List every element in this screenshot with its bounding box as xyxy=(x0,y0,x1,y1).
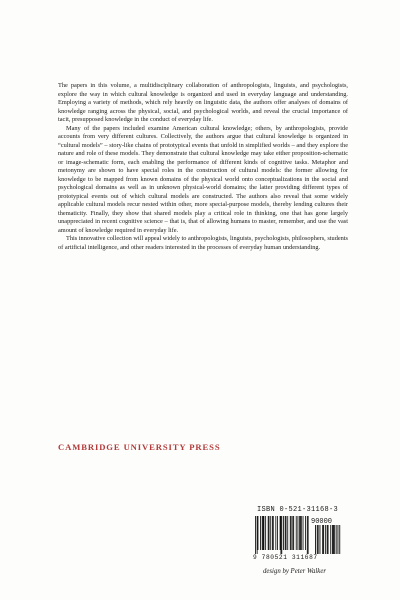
barcode-bar xyxy=(273,516,274,550)
barcode-bar xyxy=(283,516,284,550)
addon-bar xyxy=(320,525,321,554)
addon-bar xyxy=(322,525,323,554)
designer-credit: design by Peter Walker xyxy=(263,568,326,575)
barcode-bar xyxy=(298,516,299,550)
barcode-bar xyxy=(305,516,306,550)
barcode-bar xyxy=(260,516,261,550)
barcode-bar xyxy=(285,516,286,550)
blurb-paragraph-1: The papers in this volume, a multidisciplinary collaboration of anthropologists, linguists, and psychologists, explore the way in which cultural knowledge is organized and used in everyday language and understanding. Employing a variety of methods, which rely heavily on linguistic data, the authors offer analyses of domains of knowledge ranging across the physical, social, and psychological worlds, and reveal the crucial importance of tacit, presupposed knowledge in the conduct of everyday life. xyxy=(58,82,348,123)
barcode-bar xyxy=(272,516,273,550)
barcode-bar xyxy=(257,516,258,554)
barcode-bar xyxy=(263,516,264,550)
barcode-bar xyxy=(303,516,304,550)
blurb-text xyxy=(58,82,348,252)
barcode-bars xyxy=(253,516,353,554)
price-code: 90000 xyxy=(311,518,333,526)
barcode-bar xyxy=(264,516,265,550)
barcode-bar xyxy=(277,516,278,550)
barcode-bar xyxy=(286,516,287,550)
ean-digits: 9 780521 311687 xyxy=(253,554,318,561)
barcode-bar xyxy=(258,516,259,550)
barcode-bar xyxy=(281,516,282,554)
barcode-bar xyxy=(301,516,302,550)
addon-bar xyxy=(318,525,319,554)
barcode-bar xyxy=(291,516,292,550)
barcode-bar xyxy=(269,516,270,550)
addon-bar xyxy=(317,525,318,554)
barcode-bar xyxy=(268,516,269,550)
barcode-bar xyxy=(265,516,266,550)
barcode-bar xyxy=(292,516,293,550)
barcode-bar xyxy=(262,516,263,550)
barcode-bar xyxy=(296,516,297,550)
barcode-bar xyxy=(287,516,288,550)
barcode-bar xyxy=(308,516,309,554)
barcode-bar xyxy=(255,516,256,554)
barcode-bar xyxy=(300,516,301,550)
addon-bar xyxy=(330,525,331,554)
barcode-bar xyxy=(270,516,271,550)
barcode-bar xyxy=(280,516,281,550)
addon-bar xyxy=(334,525,335,554)
addon-bar xyxy=(327,525,328,554)
publisher-name: CAMBRIDGE UNIVERSITY PRESS xyxy=(58,442,221,452)
addon-bar xyxy=(323,525,324,554)
addon-bar xyxy=(332,525,333,554)
barcode-bar xyxy=(299,516,300,550)
barcode-bar xyxy=(293,516,294,550)
addon-bar xyxy=(315,525,316,554)
addon-bar xyxy=(339,525,340,554)
barcode-bar xyxy=(281,516,282,554)
addon-bar xyxy=(338,525,339,554)
addon-bar xyxy=(336,525,337,554)
addon-bar xyxy=(328,525,329,554)
barcode-bar xyxy=(275,516,276,550)
barcode-bar xyxy=(307,516,308,554)
blurb-paragraph-2: Many of the papers included examine American cultural knowledge; others, by anthropologists, provide accounts from very different cultures. Collectively, the authors argue that cultural knowledge is organized in “cultural models” – story-like chains of prototypical events that unfold in simplified worlds – and they explore the nature and role of these models. They demonstrate that cultural knowledge may take either proposition-schematic or image-schematic form, each enabling the performance of different kinds of cognitive tasks. Metaphor and metonymy are shown to have special roles in the construction of cultural models: the former allowing for knowledge to be mapped from known domains of the physical world onto conceptualizations in the social and psychological domains as well as in unknown physical-world domains; the latter providing different types of prototypical events out of which cultural models are constructed. The authors also reveal that some widely applicable cultural models recur nested within other, more special-purpose models, thereby lending cultures their thematicity. Finally, they show that shared models play a critical role in thinking, one that has gone largely unappreciated in recent cognitive science – that is, that of allowing humans to master, remember, and use the vast amount of knowledge required in everyday life. xyxy=(58,124,348,234)
blurb-paragraph-3: This innovative collection will appeal widely to anthropologists, linguists, psychologists, philosophers, students of artificial intelligence, and other readers interested in the processes of everyday human understanding. xyxy=(58,235,348,251)
addon-bar xyxy=(333,525,334,554)
barcode-bar xyxy=(290,516,291,550)
isbn-number: ISBN 0-521-31168-3 xyxy=(257,506,339,514)
addon-bar xyxy=(325,525,326,554)
